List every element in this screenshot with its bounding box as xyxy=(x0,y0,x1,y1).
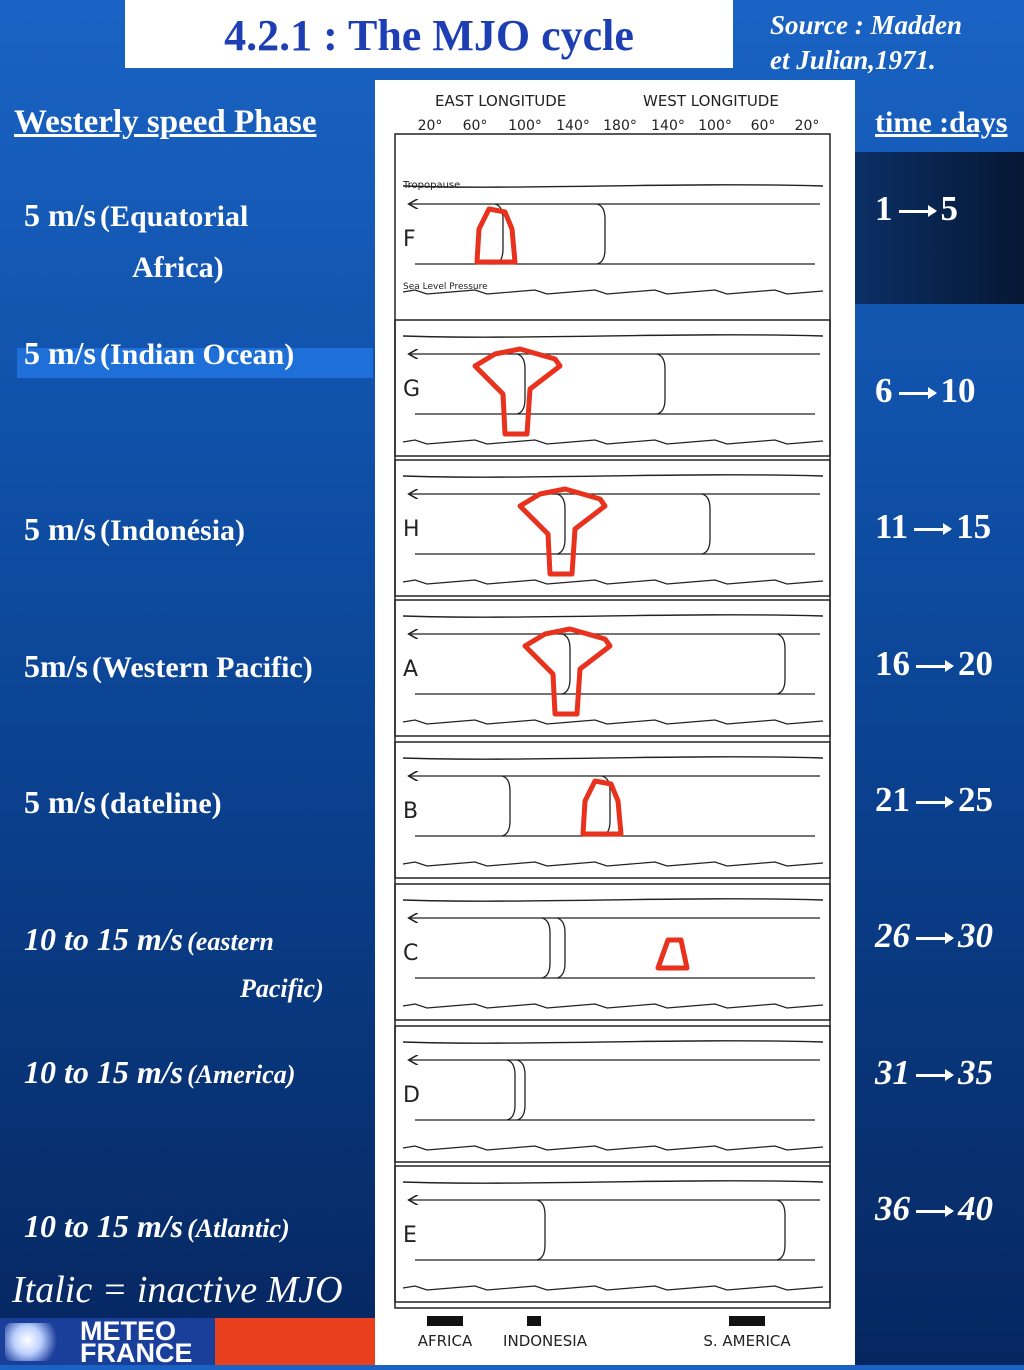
days-to: 5 xyxy=(940,189,958,228)
days-from: 21 xyxy=(875,780,910,819)
phase-region-cont: Africa) xyxy=(132,251,224,284)
days-row-2 xyxy=(875,371,976,411)
tropopause-label: Tropopause xyxy=(403,180,461,191)
arrow-icon xyxy=(914,528,950,531)
days-row-1 xyxy=(875,189,958,229)
phase-row-2 xyxy=(24,330,294,383)
mjo-diagram xyxy=(375,80,855,1365)
days-row-3 xyxy=(875,507,991,547)
longitude-ticks xyxy=(418,118,820,134)
phase-speed: 5 m/s xyxy=(24,197,96,233)
footer-note: Italic = inactive MJO xyxy=(12,1269,343,1311)
arrow-icon xyxy=(916,1074,952,1077)
longitude-tick: 20° xyxy=(794,118,820,134)
convection-blob xyxy=(658,940,687,968)
panel-G xyxy=(395,320,830,456)
days-to: 10 xyxy=(940,371,976,410)
days-from: 26 xyxy=(875,916,910,955)
panel-letter: B xyxy=(403,799,419,824)
convection-blob xyxy=(475,349,560,434)
days-row-8 xyxy=(875,1189,993,1229)
days-from: 16 xyxy=(875,644,910,683)
phase-row-3 xyxy=(24,506,245,559)
globe-icon xyxy=(5,1323,61,1361)
longitude-tick: 100° xyxy=(698,118,732,134)
phase-speed: 10 to 15 m/s xyxy=(24,1208,184,1244)
phase-region: (eastern xyxy=(187,927,274,956)
days-to: 15 xyxy=(956,507,992,546)
days-to: 30 xyxy=(958,916,993,955)
left-heading: Westerly speed Phase xyxy=(14,104,317,140)
days-to: 20 xyxy=(958,644,993,683)
logo-line-1: METEO xyxy=(80,1316,177,1346)
bottom-region-labels xyxy=(418,1316,792,1350)
phase-speed: 5 m/s xyxy=(24,335,96,371)
phase-row-5 xyxy=(24,779,222,832)
phase-region-cont: Pacific) xyxy=(240,974,324,1003)
panel-letter: E xyxy=(403,1223,417,1248)
phase-region: (Equatorial xyxy=(100,200,249,233)
region-label: AFRICA xyxy=(417,1332,473,1350)
days-row-5 xyxy=(875,780,993,820)
days-row-6 xyxy=(875,916,993,956)
region-label: S. AMERICA xyxy=(703,1332,791,1350)
arrow-icon xyxy=(899,210,935,213)
title-box xyxy=(125,0,733,68)
longitude-tick: 60° xyxy=(462,118,488,134)
arrow-icon xyxy=(916,801,952,804)
days-from: 1 xyxy=(875,189,893,228)
page-title: 4.2.1 : The MJO cycle xyxy=(224,11,634,60)
source-line-2: et Julian,1971. xyxy=(770,45,936,75)
panel-letter: C xyxy=(403,941,419,966)
days-from: 31 xyxy=(875,1053,910,1092)
region-label: INDONESIA xyxy=(503,1332,587,1350)
convection-blob xyxy=(525,629,610,714)
mjo-diagram-svg xyxy=(375,80,855,1365)
arrow-icon xyxy=(916,665,952,668)
days-from: 36 xyxy=(875,1189,910,1228)
panel-H xyxy=(395,460,830,596)
longitude-tick: 60° xyxy=(750,118,776,134)
panel-letter: H xyxy=(403,517,420,542)
days-to: 25 xyxy=(958,780,993,819)
longitude-tick: 140° xyxy=(556,118,590,134)
panel-D xyxy=(395,1026,830,1162)
days-to: 40 xyxy=(958,1189,993,1228)
arrow-icon xyxy=(916,937,952,940)
phase-speed: 5 m/s xyxy=(24,511,96,547)
phase-speed: 10 to 15 m/s xyxy=(24,1054,184,1090)
phase-region: (America) xyxy=(187,1060,296,1089)
panel-letter: G xyxy=(403,377,421,402)
longitude-tick: 20° xyxy=(417,118,443,134)
east-longitude-label: EAST LONGITUDE xyxy=(435,92,567,110)
phase-speed: 10 to 15 m/s xyxy=(24,921,184,957)
logo-line-2: FRANCE xyxy=(80,1338,193,1368)
panel-C xyxy=(395,884,830,1020)
panel-letter: A xyxy=(403,657,419,682)
phase-speed: 5m/s xyxy=(24,648,88,684)
phase-region: (Indian Ocean) xyxy=(100,338,295,371)
days-row-4 xyxy=(875,644,993,684)
panel-letter: D xyxy=(403,1083,420,1108)
phase-speed: 5 m/s xyxy=(24,784,96,820)
phase-region: (Indonésia) xyxy=(100,514,246,547)
right-heading: time :days xyxy=(875,106,1008,139)
panel-B xyxy=(395,742,830,878)
convection-blob xyxy=(477,209,515,262)
days-row-7 xyxy=(875,1053,993,1093)
days-from: 11 xyxy=(875,507,909,546)
longitude-tick: 140° xyxy=(651,118,685,134)
meteo-france-logo xyxy=(80,1316,193,1368)
source-citation xyxy=(770,8,1020,78)
days-to: 35 xyxy=(958,1053,993,1092)
days-from: 6 xyxy=(875,371,893,410)
panel-E xyxy=(395,1166,830,1302)
phase-row-4 xyxy=(24,643,313,696)
phase-row-7 xyxy=(24,1049,295,1102)
panels xyxy=(395,185,830,1302)
phase-row-1 xyxy=(24,192,248,291)
phase-region: (dateline) xyxy=(100,787,222,820)
panel-A xyxy=(395,600,830,736)
sea-level-pressure-label: Sea Level Pressure xyxy=(403,282,488,292)
longitude-tick: 100° xyxy=(508,118,542,134)
convection-blob xyxy=(520,489,605,574)
arrow-icon xyxy=(899,392,935,395)
longitude-tick: 180° xyxy=(603,118,637,134)
west-longitude-label: WEST LONGITUDE xyxy=(643,92,779,110)
phase-row-6 xyxy=(24,916,324,1009)
convection-blob xyxy=(583,781,621,834)
source-line-1: Source : Madden xyxy=(770,10,963,40)
phase-region: (Western Pacific) xyxy=(92,651,313,684)
logo-red-block xyxy=(215,1318,375,1365)
panel-letter: F xyxy=(403,227,416,252)
arrow-icon xyxy=(916,1210,952,1213)
panel-F xyxy=(403,185,823,294)
phase-row-8 xyxy=(24,1203,290,1256)
phase-region: (Atlantic) xyxy=(187,1214,290,1243)
